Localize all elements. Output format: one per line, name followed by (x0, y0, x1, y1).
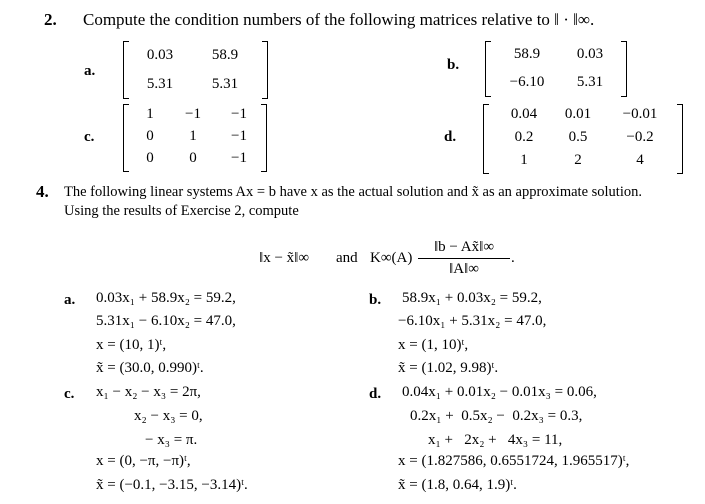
matrix-d (483, 104, 683, 174)
matrix-cell: 58.9 (513, 46, 541, 62)
formula-and: and (336, 250, 358, 266)
matrix-cell: 5.31 (576, 74, 604, 90)
system-d-line-3: x₁ + 2x₂ + 4x₃ = 11, (428, 432, 563, 448)
matrix-b (485, 41, 627, 97)
matrix-cell: 1 (146, 106, 154, 122)
system-a-approx-solution: x̃ = (30.0, 0.990)ᵗ. (96, 360, 204, 376)
matrix-cell: 5.31 (146, 76, 174, 92)
matrix-cell: 0 (189, 150, 197, 166)
matrix-cell: −0.2 (626, 129, 654, 145)
system-a-line-2: 5.31x₁ − 6.10x₂ = 47.0, (96, 313, 236, 329)
fraction-bar (418, 258, 510, 259)
right-bracket (261, 104, 267, 172)
left-bracket (123, 41, 129, 99)
exercise-2-part-d-label: d. (444, 129, 457, 145)
matrix-cell: 0.2 (514, 129, 534, 145)
exercise-4-part-d-label: d. (369, 386, 382, 402)
matrix-cell: 0.5 (568, 129, 588, 145)
matrix-cell: 1 (189, 128, 197, 144)
exercise-2-part-c-label: c. (84, 129, 95, 145)
system-d-approx-solution: x̃ = (1.8, 0.64, 1.9)ᵗ. (398, 477, 517, 493)
formula-error-norm: ‖x − x̃‖∞ (259, 250, 310, 266)
formula-period: . (511, 250, 515, 266)
matrix-cell: 0 (146, 150, 154, 166)
formula-numerator: ‖b − Ax̃‖∞ (433, 239, 495, 255)
exercise-2-part-a-label: a. (84, 63, 96, 79)
system-c-line-3: − x₃ = π. (145, 432, 198, 448)
matrix-cell: 1 (520, 152, 528, 168)
matrix-cell: −1 (231, 128, 247, 144)
system-b-line-2: −6.10x₁ + 5.31x₂ = 47.0, (398, 313, 547, 329)
left-bracket (485, 41, 491, 97)
exercise-2-statement: Compute the condition numbers of the following matrices relative to ‖ · ‖∞. (83, 10, 595, 29)
exercise-2-part-b-label: b. (447, 57, 460, 73)
system-c-exact-solution: x = (0, −π, −π)ᵗ, (96, 453, 191, 469)
system-c-line-2: x₂ − x₃ = 0, (134, 408, 203, 424)
right-bracket (621, 41, 627, 97)
exercise-2-number: 2. (44, 10, 57, 29)
system-b-line-1: 58.9x₁ + 0.03x₂ = 59.2, (402, 290, 542, 306)
formula-denominator: ‖A‖∞ (449, 261, 479, 277)
matrix-cell: 0.04 (510, 106, 538, 122)
system-c-approx-solution: x̃ = (−0.1, −3.15, −3.14)ᵗ. (96, 477, 248, 493)
exercise-4-part-c-label: c. (64, 386, 75, 402)
exercise-4-statement-line-1: The following linear systems Ax = b have x as the actual solution and x̃ as an approximate solution. (64, 184, 642, 200)
system-d-line-1: 0.04x₁ + 0.01x₂ − 0.01x₃ = 0.06, (402, 384, 597, 400)
system-b-approx-solution: x̃ = (1.02, 9.98)ᵗ. (398, 360, 499, 376)
matrix-a (123, 41, 268, 99)
matrix-cell: 0 (146, 128, 154, 144)
exercise-4-number: 4. (36, 182, 49, 201)
formula-fraction (418, 239, 510, 281)
exercise-4-statement-line-2: Using the results of Exercise 2, compute (64, 203, 299, 219)
system-d-line-2: 0.2x₁ + 0.5x₂ − 0.2x₃ = 0.3, (410, 408, 583, 424)
matrix-cell: 0.03 (146, 47, 174, 63)
system-c-line-1: x₁ − x₂ − x₃ = 2π, (96, 384, 201, 400)
left-bracket (123, 104, 129, 172)
matrix-cell: −1 (231, 150, 247, 166)
right-bracket (677, 104, 683, 174)
matrix-cell: 0.03 (576, 46, 604, 62)
matrix-cell: 5.31 (211, 76, 239, 92)
matrix-cell: −0.01 (622, 106, 658, 122)
matrix-cell: 4 (636, 152, 644, 168)
matrix-cell: −6.10 (509, 74, 545, 90)
system-a-line-1: 0.03x₁ + 58.9x₂ = 59.2, (96, 290, 236, 306)
matrix-cell: 2 (574, 152, 582, 168)
exercise-4-part-a-label: a. (64, 292, 76, 308)
exercise-4-part-b-label: b. (369, 292, 382, 308)
matrix-c (123, 104, 267, 172)
right-bracket (262, 41, 268, 99)
matrix-cell: 58.9 (211, 47, 239, 63)
system-b-exact-solution: x = (1, 10)ᵗ, (398, 337, 469, 353)
matrix-cell: −1 (231, 106, 247, 122)
system-d-exact-solution: x = (1.827586, 0.6551724, 1.965517)ᵗ, (398, 453, 630, 469)
system-a-exact-solution: x = (10, 1)ᵗ, (96, 337, 167, 353)
left-bracket (483, 104, 489, 174)
matrix-cell: 0.01 (564, 106, 592, 122)
matrix-cell: −1 (185, 106, 201, 122)
formula-condition-number: K∞(A) (370, 250, 413, 266)
